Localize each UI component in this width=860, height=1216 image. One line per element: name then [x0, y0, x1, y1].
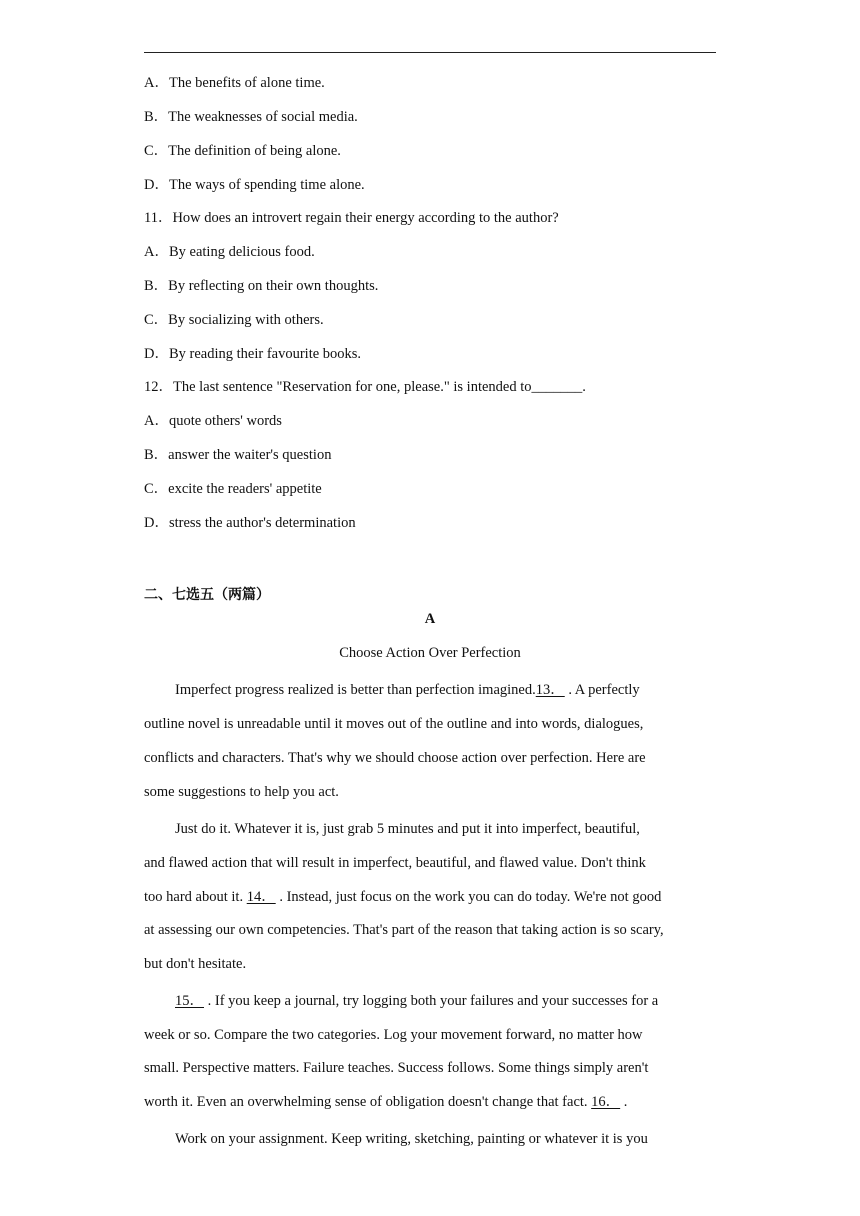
header-rule — [144, 52, 716, 53]
p1-line-3: conflicts and characters. That's why we should choose action over perfection. Here are — [144, 750, 646, 766]
p1-line-4: some suggestions to help you act. — [144, 784, 339, 800]
q11-option-d: D．By reading their favourite books. — [144, 346, 362, 362]
q11-question: 11．How does an introvert regain their energy according to the author? — [144, 210, 559, 226]
p2-text: . Instead, just focus on the work you can do today. We're not good — [279, 889, 662, 905]
p2-line-5: but don't hesitate. — [144, 956, 247, 972]
passage-title: Choose Action Over Perfection — [339, 645, 521, 661]
p3-line-2: week or so. Compare the two categories. Log your movement forward, no matter how — [144, 1027, 643, 1043]
q10-option-a: A．The benefits of alone time. — [144, 75, 325, 91]
p3-line-3: small. Perspective matters. Failure teaches. Success follows. Some things simply aren't — [144, 1060, 649, 1076]
p2-line-2: and flawed action that will result in imperfect, beautiful, and flawed value. Don't think — [144, 855, 646, 871]
p1-line-2: outline novel is unreadable until it moves out of the outline and into words, dialogues, — [144, 716, 644, 732]
blank-16: 16． — [591, 1094, 621, 1110]
blank-15: 15． — [175, 993, 204, 1009]
q11-option-c: C．By socializing with others. — [144, 312, 324, 328]
q10-option-c: C．The definition of being alone. — [144, 143, 341, 159]
q12-option-a: A．quote others' words — [144, 413, 282, 429]
blank-14: 14． — [246, 889, 276, 905]
p2-line-1: Just do it. Whatever it is, just grab 5 minutes and put it into imperfect, beautiful, — [175, 821, 640, 837]
p1-text: Imperfect progress realized is better than perfection imagined. — [175, 682, 536, 698]
p1-text: . A perfectly — [568, 682, 640, 698]
p3-text: . — [623, 1094, 628, 1110]
p2-text: too hard about it. — [144, 889, 247, 905]
q12-option-d: D．stress the author's determination — [144, 515, 356, 531]
p3-text: worth it. Even an overwhelming sense of obligation doesn't change that fact. — [144, 1094, 592, 1110]
q11-option-b: B．By reflecting on their own thoughts. — [144, 278, 379, 294]
p1-line-1 — [175, 681, 640, 699]
blank-13: 13． — [535, 682, 565, 698]
q11-option-a: A．By eating delicious food. — [144, 244, 315, 260]
p2-line-4: at assessing our own competencies. That's part of the reason that taking action is so scary, — [144, 922, 664, 938]
q10-option-b: B．The weaknesses of social media. — [144, 109, 358, 125]
p2-line-3 — [144, 888, 661, 906]
q10-option-d: D．The ways of spending time alone. — [144, 177, 365, 193]
q12-option-c: C．excite the readers' appetite — [144, 481, 322, 497]
p3-line-1 — [175, 992, 658, 1010]
q12-question: 12．The last sentence "Reservation for one, please." is intended to_______. — [144, 379, 586, 395]
q12-option-b: B．answer the waiter's question — [144, 447, 332, 463]
part-label: A — [424, 611, 436, 627]
p3-text: . If you keep a journal, try logging both your failures and your successes for a — [207, 993, 659, 1009]
p3-line-4 — [144, 1093, 627, 1111]
p4-line-1: Work on your assignment. Keep writing, sketching, painting or whatever it is you — [175, 1131, 648, 1147]
section-heading: 二、七选五（两篇） — [144, 587, 270, 603]
